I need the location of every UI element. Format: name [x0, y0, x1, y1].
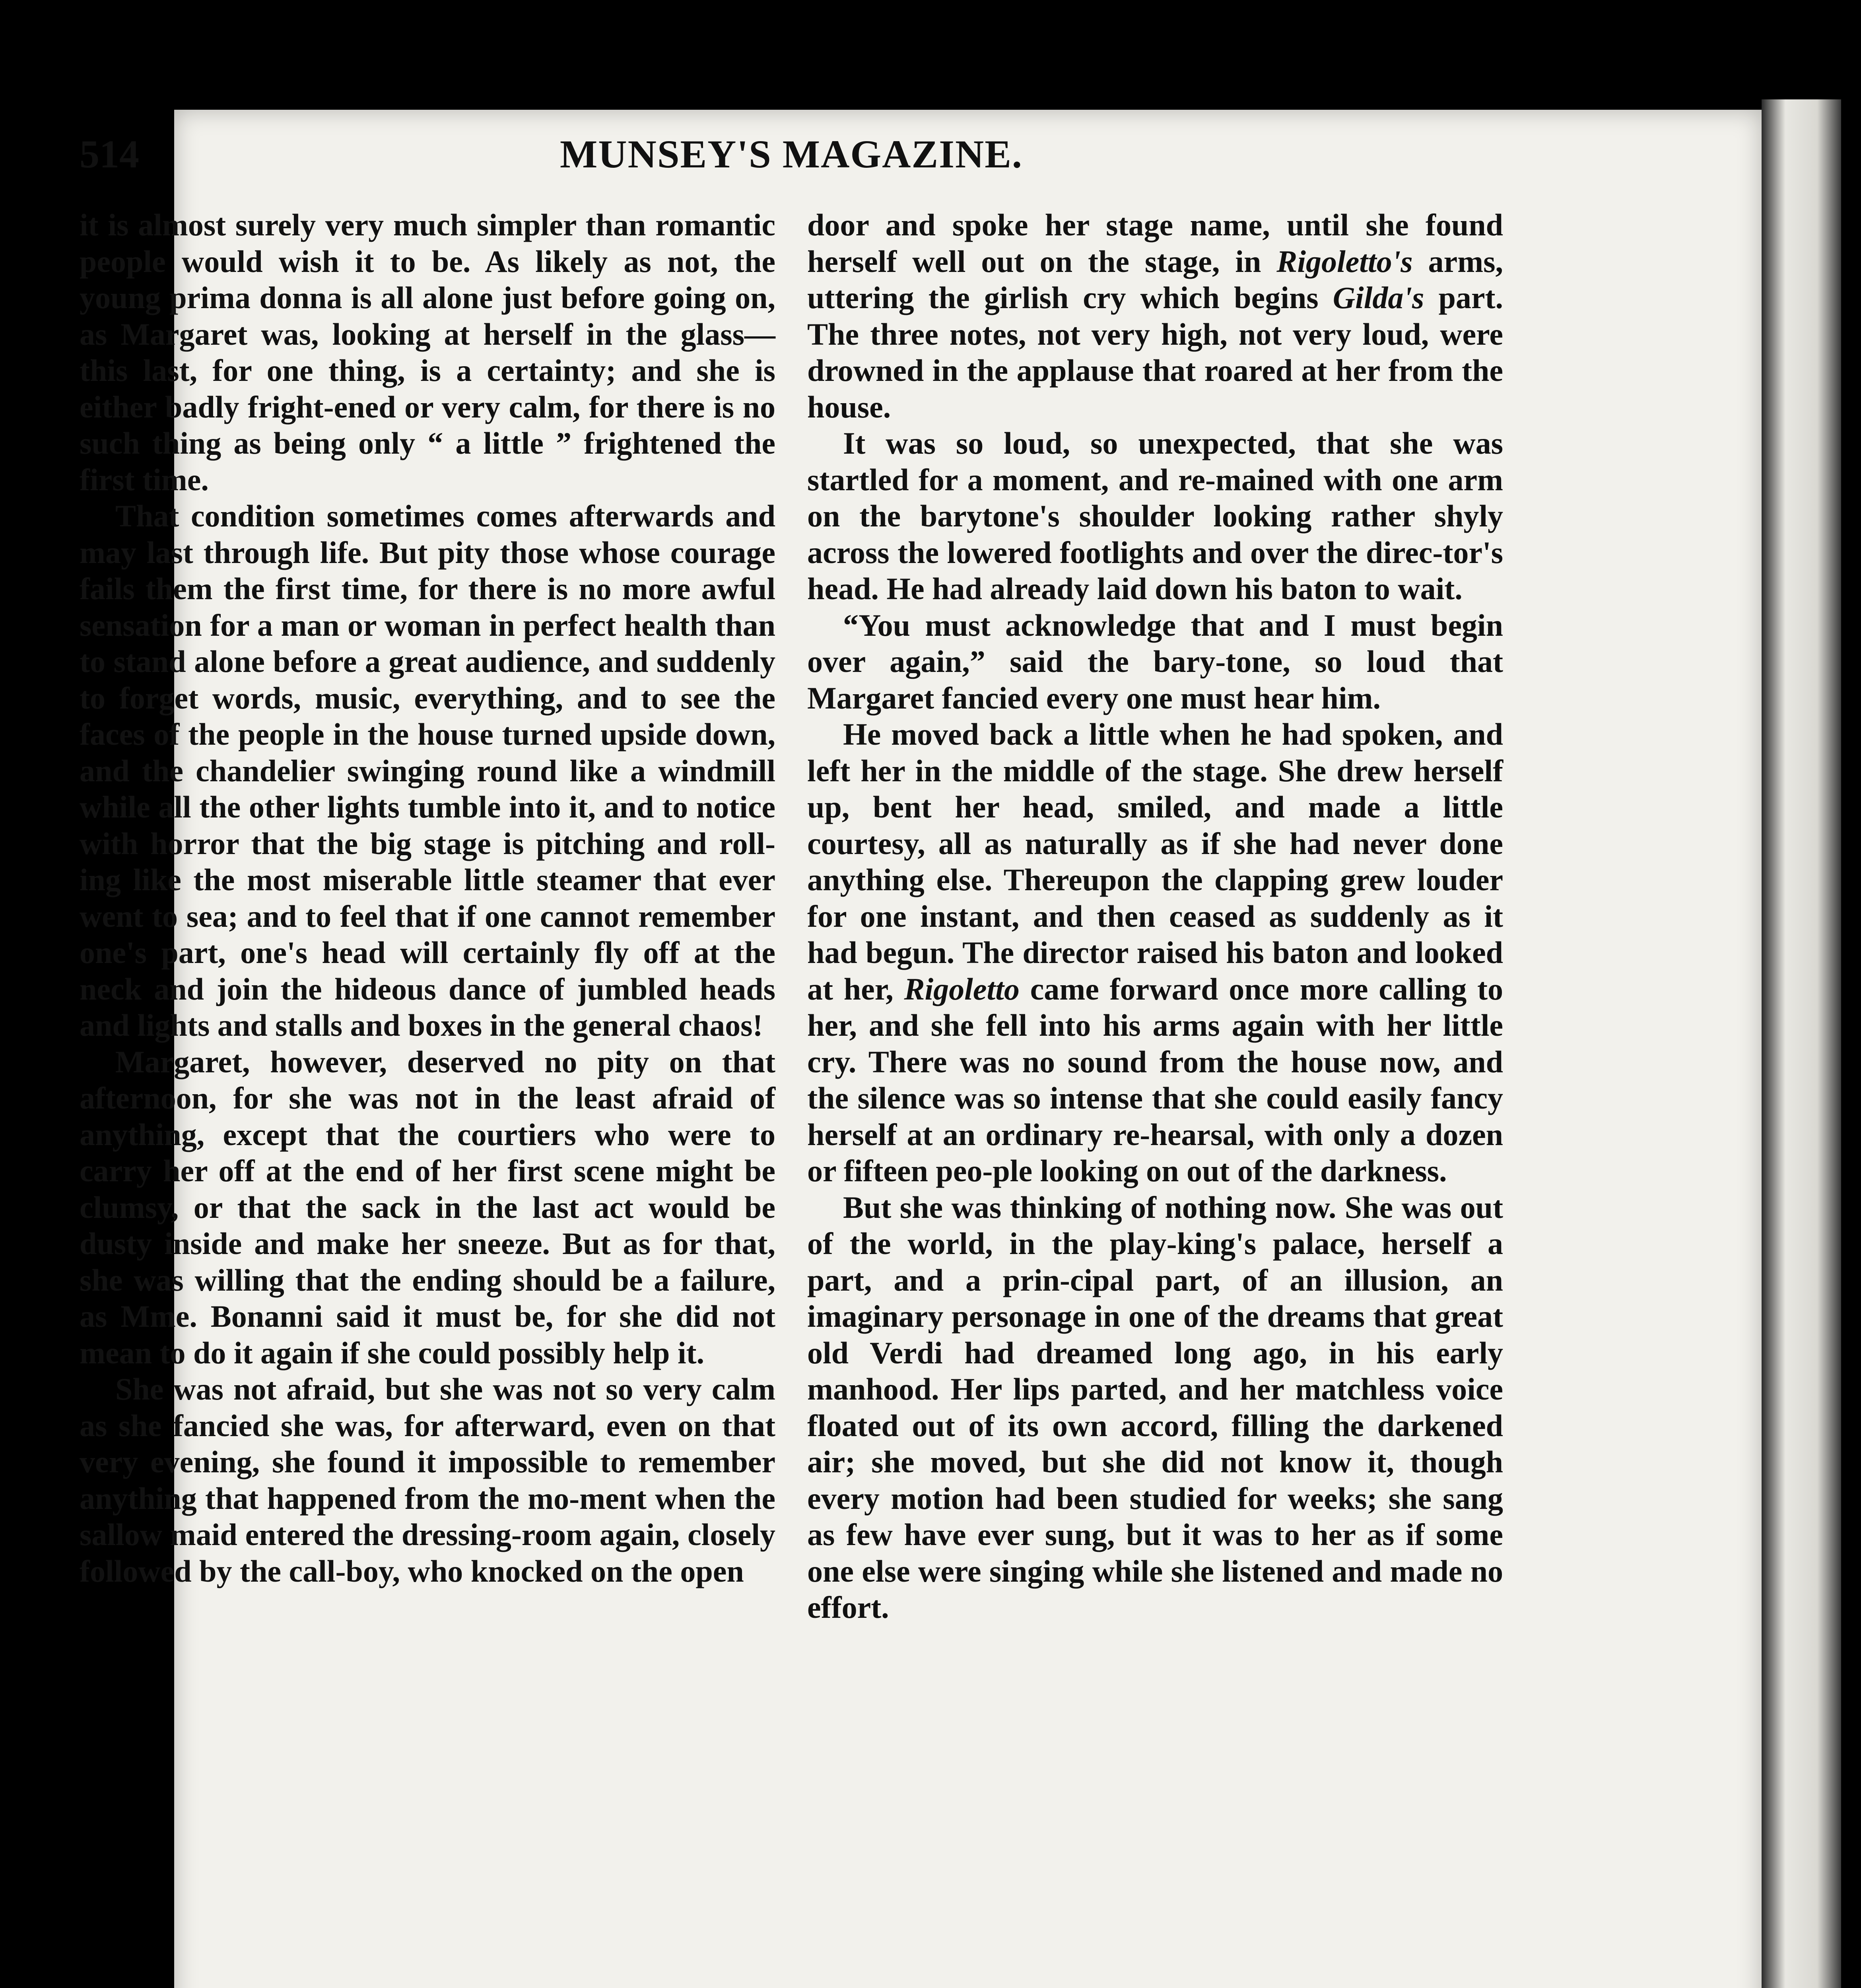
- paragraph: it is almost surely very much simpler than romantic people would wish it to be. As likely as not, the young prima donna is all alone just before going on, as Margaret was, looking at herself in the glass—this last, for one thing, is a certainty; and she is either badly fright-ened or very calm, for there is no such thing as being only “ a little ” frightened the first time.: [80, 208, 775, 497]
- character-name: Rigoletto's: [1276, 244, 1413, 279]
- text-span: arms, uttering the girlish cry which begins: [807, 244, 1503, 315]
- page-header: [80, 131, 1503, 183]
- paragraph: But she was thinking of nothing now. She was out of the world, in the play-king's palace, herself a part, and a prin-cipal part, of an illusion, an imaginary personage in one of the dreams that great old Verdi had dreamed long ago, in his early manhood. Her lips parted, and her matchless voice floated out of its own accord, filling the darkened air; she moved, but she did not know it, though every motion had been studied for weeks; she sang as few have ever sung, but it was to her as if some one else were singing while she listened and made no effort.: [807, 1190, 1503, 1625]
- article-body: [80, 207, 1503, 1988]
- paragraph: Margaret, however, deserved no pity on that afternoon, for she was not in the least afraid of anything, except that the courtiers who were to carry her off at the end of her first scene might be clumsy, or that the sack in the last act would be dusty inside and make her sneeze. But as for that, she was willing that the ending should be a failure, as Mme. Bonanni said it must be, for she did not mean to do it again if she could possibly help it.: [80, 1044, 775, 1370]
- paragraph: [807, 207, 1503, 425]
- adjacent-page-edge: [1762, 99, 1841, 1988]
- left-column: [80, 207, 775, 1589]
- page-number: 514: [80, 132, 139, 176]
- text-span: part. The three notes, not very high, not very loud, were drowned in the applause that roared at her from the house.: [807, 280, 1503, 424]
- text-span: He moved back a little when he had spoken, and left her in the middle of the stage. She drew herself up, bent her head, smiled, and made a little courtesy, all as naturally as if she had never done anything else. Thereupon the clapping grew louder for one instant, and then ceased as suddenly as it had begun. The director raised his baton and looked at her,: [807, 717, 1503, 1006]
- text-span: door and spoke her stage name, until she found herself well out on the stage, in: [807, 208, 1503, 279]
- paragraph: [807, 716, 1503, 1189]
- right-column: [807, 207, 1503, 1626]
- paragraph: It was so loud, so unexpected, that she was startled for a moment, and re-mained with one arm on the barytone's shoulder looking rather shyly across the lowered footlights and over the direc-tor's head. He had already laid down his baton to wait.: [807, 426, 1503, 606]
- paragraph: “You must acknowledge that and I must begin over again,” said the bary-tone, so loud that Margaret fancied every one must hear him.: [807, 608, 1503, 715]
- paragraph: She was not afraid, but she was not so very calm as she fancied she was, for afterward, even on that very evening, she found it impossible to remember anything that happened from the mo-ment when the sallow maid entered the dressing-room again, closely followed by the call-boy, who knocked on the open: [80, 1372, 775, 1588]
- text-span: came forward once more calling to her, and she fell into his arms again with her little cry. There was no sound from the house now, and the silence was so intense that she could easily fancy herself at an ordinary re-hearsal, with only a dozen or fifteen peo-ple looking on out of the darkness.: [807, 971, 1503, 1188]
- running-title: MUNSEY'S MAGAZINE.: [560, 132, 1023, 176]
- character-name: Gilda's: [1333, 280, 1424, 315]
- paragraph: That condition sometimes comes afterwards and may last through life. But pity those whose courage fails them the first time, for there is no more awful sensation for a man or woman in perfect health than to stand alone before a great audience, and suddenly to forget words, music, everything, and to see the faces of the people in the house turned upside down, and the chandelier swinging round like a windmill while all the other lights tumble into it, and to notice with horror that the big stage is pitching and roll-ing like the most miserable little steamer that ever went to sea; and to feel that if one cannot remember one's part, one's head will certainly fly off at the neck and join the hideous dance of jumbled heads and lights and stalls and boxes in the general chaos!: [80, 499, 775, 1043]
- character-name: Rigoletto: [904, 971, 1020, 1006]
